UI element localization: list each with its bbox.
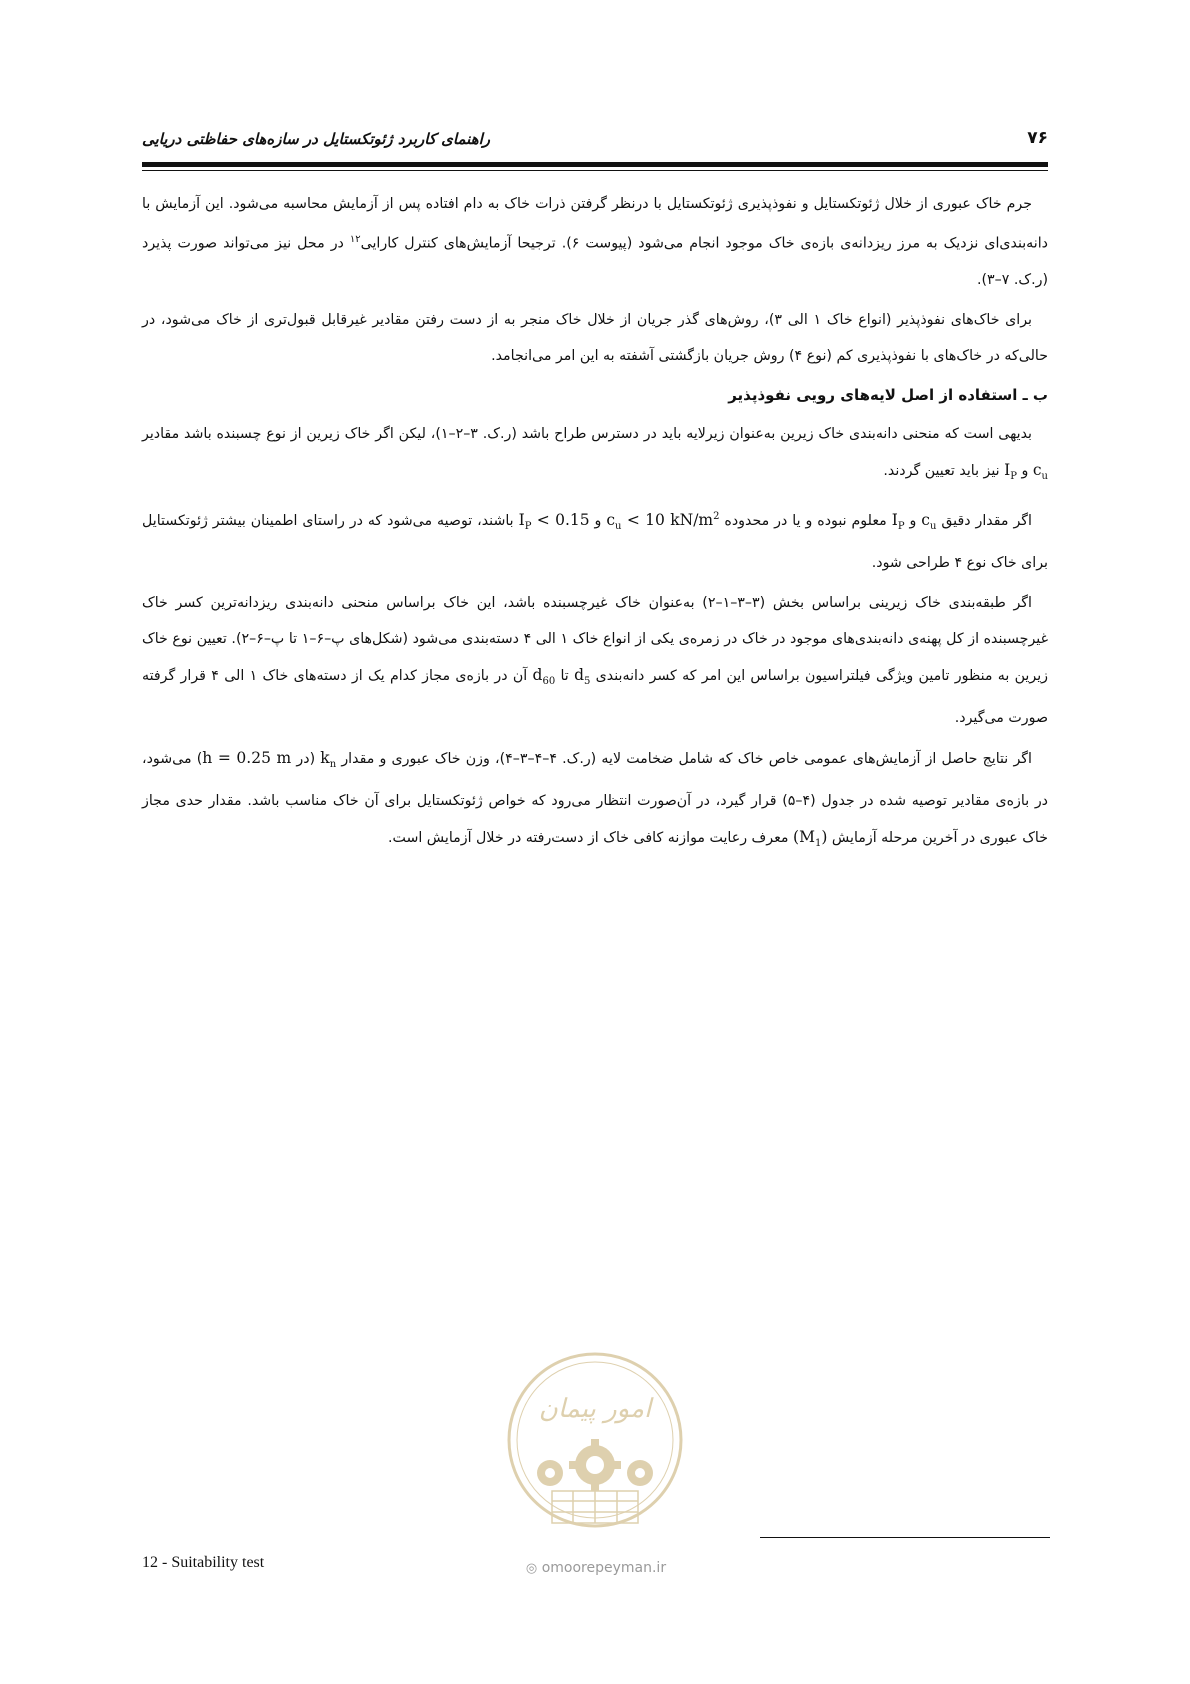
header-rule-thick (142, 162, 1048, 167)
running-title: راهنمای کاربرد ژئوتکستایل در سازه‌های حفاظتی دریایی (142, 130, 491, 148)
paragraph-5 (142, 585, 1048, 736)
paragraph-1 (142, 186, 1048, 298)
page-header (142, 126, 1048, 156)
conjunction: و (904, 512, 922, 529)
page-number: ۷۶ (1027, 128, 1048, 148)
symbol-ip: $I_P$ (891, 510, 905, 533)
paragraph-3-tail: نیز باید تعیین گردند. (883, 462, 1005, 479)
symbol-cu: $c_u$ (921, 510, 937, 533)
symbol-d60: $d_{60}$ (532, 666, 556, 688)
watermark-url (486, 1560, 706, 1576)
paragraph-6-body: ) می‌شود، در بازه‌ی مقادیر توصیه شده در جدول (۴–۵) قرار گیرد، در آن‌صورت انتظار می‌رود که خواص ژئوتکستایل برای آن خاک مناسب باشد. مقدار حدی مجاز خاک عبوری در آخرین مرحله آزمایش (142, 751, 1048, 847)
paragraph-5-tail: آن در بازه‌ی مجاز کدام یک از دسته‌های خاک ۱ الی ۴ قرار گرفته صورت می‌گیرد. (142, 668, 1048, 727)
footnote-marker: ۱۲ (349, 234, 361, 245)
header-rule-thin (142, 170, 1048, 171)
section-heading: ب ـ استفاده از اصل لایه‌های رویی نفوذپذیر (728, 385, 1048, 404)
paragraph-5-text: اگر طبقه‌بندی خاک زیرینی براساس بخش (۳–۳–۱–۲) به‌عنوان خاک غیرچسبنده باشد، این خاک براساس منحنی دانه‌بندی ریزدانه‌ترین کسر خاک غیرچسبنده از کل پهنه‌ی دانه‌بندی‌های موجود در خاک در زمره‌ی یکی از انواع خاک ۱ الی ۴ دسته‌بندی می‌شود (شکل‌های پ–۶–۱ تا پ–۶–۲). تعیین نوع خاک زیرین به منظور تامین ویژگی فیلتراسیون براساس این امر که کسر دانه‌بندی (142, 595, 1049, 685)
logo-text: امور پیمان (538, 1394, 652, 1424)
paragraph-4-tail: باشند، توصیه می‌شود که در راستای اطمینان بیشتر ژئوتکستایل برای خاک نوع ۴ طراحی شود. (142, 512, 1048, 572)
body-text (142, 186, 1048, 866)
grid-base-icon (552, 1491, 638, 1523)
conjunction: و (589, 512, 607, 529)
paragraph-3-text: بدیهی است که منحنی دانه‌بندی خاک زیرین به‌عنوان زیرلایه باید در دسترس طراح باشد (ر.ک. ۳–۲–۱)، لیکن اگر خاک زیرین از نوع چسبنده باشد مقادیر (142, 425, 1032, 442)
paragraph-6-middle: (در (291, 751, 321, 768)
symbol-cu: $c_u$ (1032, 460, 1048, 482)
symbol-d5: $d_5$ (574, 666, 591, 688)
globe-icon: ◎ (525, 1561, 538, 1576)
symbol-ip: $I_P$ (1004, 460, 1017, 482)
paragraph-6 (142, 740, 1048, 862)
paragraph-4 (142, 499, 1048, 581)
footnote: 12 - Suitability test (142, 1554, 265, 1571)
symbol-kn: $k_n$ (320, 749, 337, 771)
paragraph-3 (142, 416, 1048, 495)
paragraph-4-text: اگر مقدار دقیق (936, 512, 1032, 529)
paragraph-4-middle: معلوم نبوده و یا در محدوده (719, 512, 892, 529)
thickness-value: h = 0.25 m (202, 749, 292, 768)
paragraph-6-tail: معرف رعایت موازنه کافی خاک از دست‌رفته در خلال آزمایش است. (388, 830, 794, 847)
condition-cu: $c_u < 10$ $kN/m^2$ (606, 510, 720, 533)
symbol-m1: $(M_1)$ (793, 828, 828, 850)
paragraph-6-text: اگر نتایج حاصل از آزمایش‌های عمومی خاص خاک که شامل ضخامت لایه (ر.ک. ۴–۴–۳–۴)، وزن خاک عبوری و مقدار (336, 751, 1032, 768)
range-word: تا (555, 668, 575, 685)
paragraph-1-text: جرم خاک عبوری از خلال ژئوتکستایل و نفوذپذیری ژئوتکستایل با درنظر گرفتن ذرات خاک به دام افتاده پس از آزمایش محاسبه می‌شود. این آزمایش با دانه‌بندی‌ای نزدیک به مرز ریزدانه‌ی بازه‌ی خاک موجود انجام می‌شود (پیوست ۶). ترجیحا آزمایش‌های کنترل کارایی (142, 196, 1049, 252)
watermark-url-text: omoorepeyman.ir (541, 1560, 667, 1576)
footnote-rule (760, 1537, 1050, 1538)
gear-hub (586, 1456, 604, 1474)
watermark-logo (490, 1345, 700, 1535)
conjunction: و (1016, 462, 1033, 479)
paragraph-1-tail: در محل نیز می‌تواند صورت پذیرد (ر.ک. ۷–۳). (142, 235, 1048, 288)
paragraph-2: برای خاک‌های نفوذپذیر (انواع خاک ۱ الی ۳)، روش‌های گذر جریان از خلال خاک منجر به از دست رفتن مقادیر غیرقابل قبول‌تری از خاک می‌شود، در حالی‌که در خاک‌های با نفوذپذیری کم (نوع ۴) روش جریان بازگشتی آشفته به این امر می‌انجامد. (142, 311, 1048, 364)
condition-ip: $I_P < 0.15$ (518, 510, 590, 533)
